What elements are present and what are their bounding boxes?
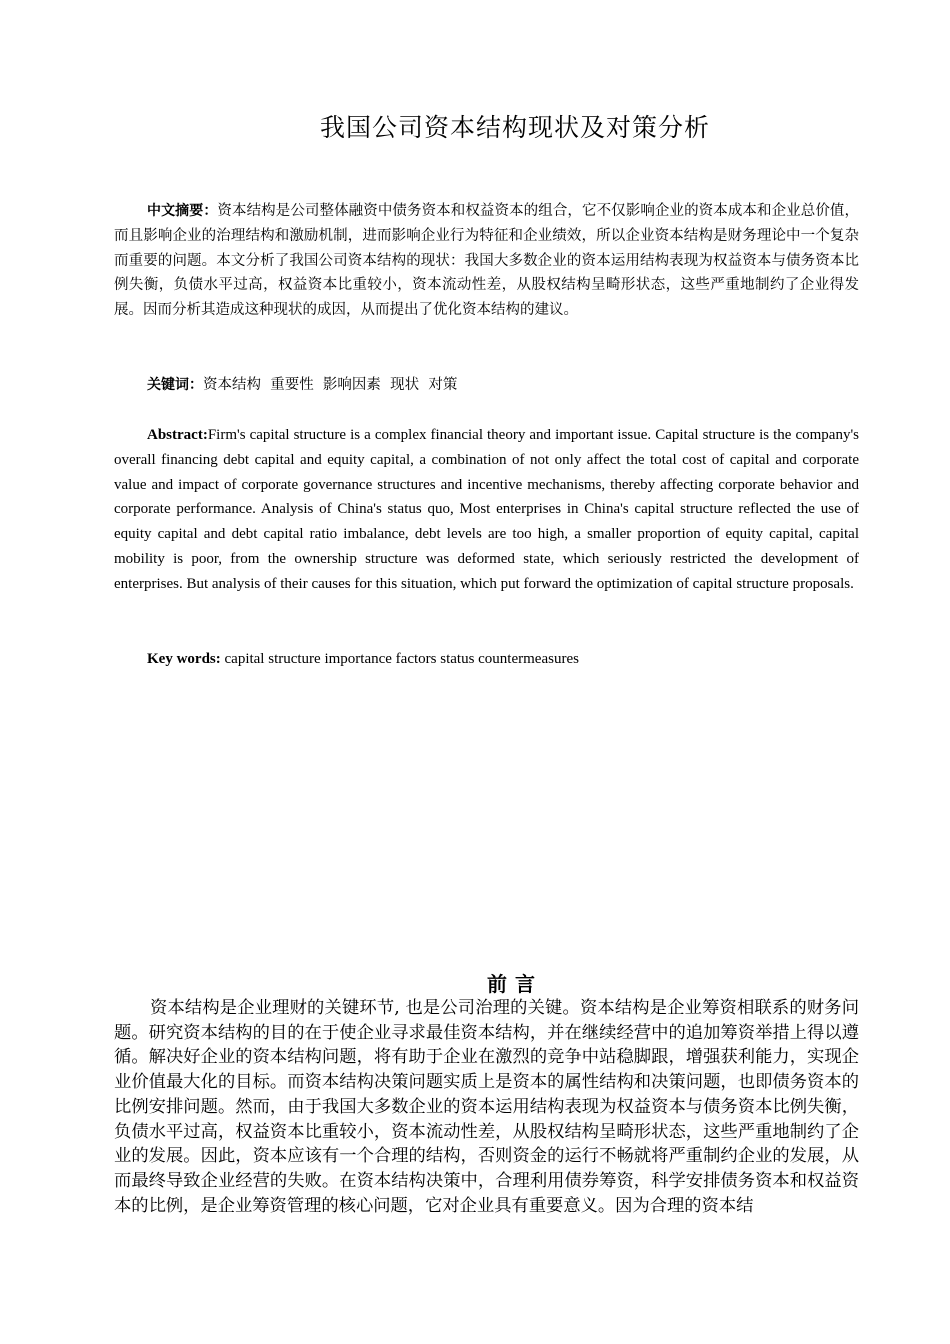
chinese-keywords: [114, 373, 859, 398]
english-keywords: [114, 647, 859, 672]
english-keywords-label: Key words:: [147, 651, 221, 667]
chinese-abstract-label: 中文摘要：: [147, 203, 218, 219]
chinese-abstract-text: 资本结构是公司整体融资中债务资本和权益资本的组合，它不仅影响企业的资本成本和企业总价值，而且影响企业的治理结构和激励机制，进而影响企业行为特征和企业绩效，所以企业资本结构是财务理论中一个复杂而重要的问题。本文分析了我国公司资本结构的现状：我国大多数企业的资本运用结构表现为权益资本与债务资本比例失衡，负债水平过高，权益资本比重较小，资本流动性差，从股权结构呈畸形状态，这些严重地制约了企业得发展。因而分析其造成这种现状的成因，从而提出了优化资本结构的建议。: [114, 203, 860, 319]
english-abstract: [114, 423, 859, 597]
paper-title: 我国公司资本结构现状及对策分析: [319, 113, 710, 142]
english-abstract-text: Firm's capital structure is a complex financial theory and important issue. Capital structure is the company's overall financing debt capital and equity capital, a combination of not only affect the total cost of capital and corporate value and impact of corporate governance structures and incentive mechanisms, thereby affecting corporate behavior and corporate performance. Analysis of China's status quo, Most enterprises in China's capital structure reflected the use of equity capital and debt capital ratio imbalance, debt levels are too high, a smaller proportion of equity capital, capital mobility is poor, from the ownership structure was deformed state, which seriously restricted the development of enterprises. But analysis of their causes for this situation, which put forward the optimization of capital structure proposals.: [114, 427, 859, 592]
chinese-keywords-label: 关键词：: [147, 377, 203, 393]
english-abstract-label: Abstract:: [147, 427, 208, 443]
english-keywords-text: capital structure importance factors status countermeasures: [220, 651, 579, 667]
chinese-abstract: [114, 199, 859, 323]
chinese-keywords-text: 资本结构 重要性 影响因素 现状 对策: [203, 377, 458, 393]
preface-heading: 前言: [487, 972, 543, 996]
preface-body: 资本结构是企业理财的关键环节, 也是公司治理的关键。资本结构是企业筹资相联系的财务问题。研究资本结构的目的在于使企业寻求最佳资本结构，并在继续经营中的追加筹资举措上得以遵循。解决好企业的资本结构问题，将有助于企业在激烈的竞争中站稳脚跟，增强获利能力，实现企业价值最大化的目标。而资本结构决策问题实质上是资本的属性结构和决策问题，也即债务资本的比例安排问题。然而，由于我国大多数企业的资本运用结构表现为权益资本与债务资本比例失衡，负债水平过高，权益资本比重较小，资本流动性差，从股权结构呈畸形状态，这些严重地制约了企业的发展。因此，资本应该有一个合理的结构，否则资金的运行不畅就将严重制约企业的发展，从而最终导致企业经营的失败。在资本结构决策中，合理利用债券筹资，科学安排债务资本和权益资本的比例，是企业筹资管理的核心问题，它对企业具有重要意义。因为合理的资本结: [114, 998, 859, 1216]
